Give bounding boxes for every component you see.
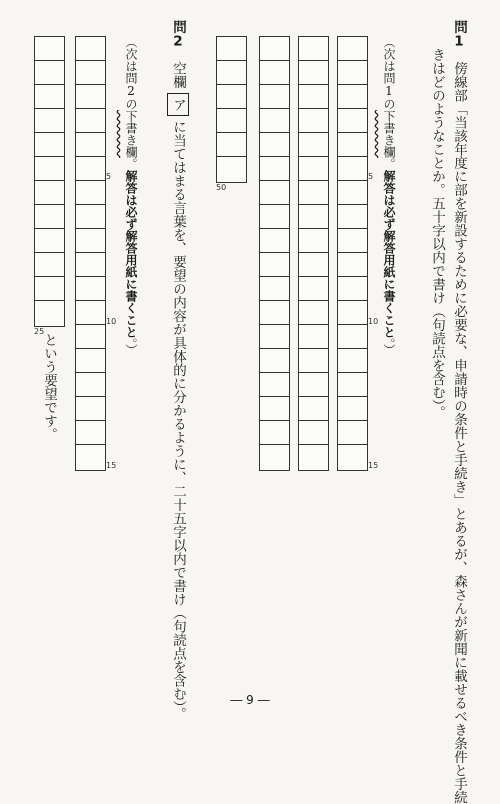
grid-cell[interactable] bbox=[260, 373, 289, 397]
grid-cell[interactable] bbox=[260, 37, 289, 61]
grid-cell[interactable] bbox=[338, 349, 367, 373]
grid-cell[interactable] bbox=[217, 61, 246, 85]
grid-cell[interactable] bbox=[299, 325, 328, 349]
grid-cell[interactable] bbox=[338, 301, 367, 325]
grid-cell[interactable] bbox=[35, 109, 64, 133]
grid-cell[interactable] bbox=[338, 85, 367, 109]
q1-label: 問1 bbox=[451, 20, 467, 50]
q2-note-close: 。） bbox=[124, 338, 138, 356]
grid-cell[interactable] bbox=[338, 157, 367, 181]
q2-note bbox=[122, 36, 140, 356]
q2-note-draft: 下書き欄 bbox=[124, 110, 138, 158]
grid-cell[interactable] bbox=[338, 253, 367, 277]
grid-cell[interactable] bbox=[338, 325, 367, 349]
q1-note-close: 。） bbox=[382, 338, 396, 356]
grid-cell[interactable] bbox=[76, 253, 105, 277]
q2-prompt-b: に当てはまる言葉を、要望の内容が具体的に分かるように、二十五字以内で書け（句読点を含む）。 bbox=[170, 120, 186, 721]
grid-cell[interactable] bbox=[35, 229, 64, 253]
q2-grid-col1[interactable] bbox=[75, 36, 106, 471]
grid-cell[interactable] bbox=[260, 85, 289, 109]
q2-blank-box: ア bbox=[167, 93, 189, 117]
page-number: ― 9 ― bbox=[0, 693, 500, 707]
grid-cell[interactable] bbox=[260, 229, 289, 253]
q1-note-open: （次は問1の bbox=[382, 36, 396, 110]
grid-cell[interactable] bbox=[299, 205, 328, 229]
grid-cell[interactable] bbox=[217, 109, 246, 133]
grid-cell[interactable] bbox=[338, 397, 367, 421]
q2-tick-25: 25 bbox=[34, 327, 44, 336]
grid-cell[interactable] bbox=[76, 229, 105, 253]
grid-cell[interactable] bbox=[76, 325, 105, 349]
grid-cell[interactable] bbox=[35, 181, 64, 205]
grid-cell[interactable] bbox=[35, 37, 64, 61]
q2-tick-15: 15 bbox=[106, 461, 116, 470]
q2-tick-10: 10 bbox=[106, 317, 116, 326]
grid-cell[interactable] bbox=[76, 133, 105, 157]
grid-cell[interactable] bbox=[260, 277, 289, 301]
grid-cell[interactable] bbox=[338, 37, 367, 61]
grid-cell[interactable] bbox=[338, 277, 367, 301]
grid-cell[interactable] bbox=[35, 85, 64, 109]
grid-cell[interactable] bbox=[338, 181, 367, 205]
grid-cell[interactable] bbox=[299, 37, 328, 61]
grid-cell[interactable] bbox=[35, 61, 64, 85]
grid-cell[interactable] bbox=[76, 61, 105, 85]
q1-note bbox=[380, 36, 398, 356]
grid-cell[interactable] bbox=[260, 133, 289, 157]
grid-cell[interactable] bbox=[338, 109, 367, 133]
grid-cell[interactable] bbox=[76, 349, 105, 373]
grid-cell[interactable] bbox=[299, 181, 328, 205]
q1-tick-50: 50 bbox=[216, 183, 226, 192]
grid-cell[interactable] bbox=[76, 109, 105, 133]
grid-cell[interactable] bbox=[35, 301, 64, 325]
q1-note-mid: 。 bbox=[382, 158, 396, 170]
q1-line1 bbox=[450, 20, 468, 804]
grid-cell[interactable] bbox=[260, 205, 289, 229]
grid-cell[interactable] bbox=[299, 277, 328, 301]
grid-cell[interactable] bbox=[76, 301, 105, 325]
q1-prompt-line2: きはどのようなことか。五十字以内で書け（句読点を含む）。 bbox=[429, 48, 445, 419]
grid-cell[interactable] bbox=[76, 421, 105, 445]
grid-cell[interactable] bbox=[217, 85, 246, 109]
q1-tick-10: 10 bbox=[368, 317, 378, 326]
grid-cell[interactable] bbox=[338, 373, 367, 397]
q1-prompt-line1: 傍線部「当該年度に部を新設するために必要な、申請時の条件と手続き」とあるが、森さんが新聞に載せるべき条件と手続 bbox=[451, 62, 467, 804]
grid-cell[interactable] bbox=[299, 445, 328, 469]
grid-cell[interactable] bbox=[299, 373, 328, 397]
q2-trailing-text bbox=[40, 333, 58, 441]
grid-cell[interactable] bbox=[338, 229, 367, 253]
q1-grid-col3[interactable] bbox=[259, 36, 290, 471]
grid-cell[interactable] bbox=[299, 133, 328, 157]
grid-cell[interactable] bbox=[299, 397, 328, 421]
grid-cell[interactable] bbox=[260, 301, 289, 325]
q1-grid-col1[interactable] bbox=[337, 36, 368, 471]
q2-prompt-a: 空欄 bbox=[170, 62, 186, 89]
q1-note-draft: 下書き欄 bbox=[382, 110, 396, 158]
grid-cell[interactable] bbox=[299, 421, 328, 445]
grid-cell[interactable] bbox=[35, 277, 64, 301]
grid-cell[interactable] bbox=[338, 421, 367, 445]
grid-cell[interactable] bbox=[76, 205, 105, 229]
grid-cell[interactable] bbox=[217, 133, 246, 157]
q2-label: 問2 bbox=[170, 20, 186, 50]
grid-cell[interactable] bbox=[76, 445, 105, 469]
grid-cell[interactable] bbox=[260, 181, 289, 205]
q1-line2 bbox=[428, 48, 446, 419]
grid-cell[interactable] bbox=[76, 181, 105, 205]
q2-tick-5: 5 bbox=[106, 172, 111, 181]
grid-cell[interactable] bbox=[35, 133, 64, 157]
q2-line1 bbox=[167, 20, 189, 721]
grid-cell[interactable] bbox=[299, 157, 328, 181]
grid-cell[interactable] bbox=[76, 37, 105, 61]
q1-tick-5: 5 bbox=[368, 172, 373, 181]
grid-cell[interactable] bbox=[299, 61, 328, 85]
grid-cell[interactable] bbox=[260, 253, 289, 277]
grid-cell[interactable] bbox=[76, 277, 105, 301]
grid-cell[interactable] bbox=[76, 373, 105, 397]
q2-trailing: という要望です。 bbox=[41, 333, 57, 441]
q2-note-mid: 。 bbox=[124, 158, 138, 170]
grid-cell[interactable] bbox=[260, 325, 289, 349]
q1-grid-col2[interactable] bbox=[298, 36, 329, 471]
grid-cell[interactable] bbox=[338, 61, 367, 85]
grid-cell[interactable] bbox=[338, 205, 367, 229]
grid-cell[interactable] bbox=[338, 445, 367, 469]
grid-cell[interactable] bbox=[299, 229, 328, 253]
q2-note-open: （次は問2の bbox=[124, 36, 138, 110]
grid-cell[interactable] bbox=[35, 157, 64, 181]
grid-cell[interactable] bbox=[299, 85, 328, 109]
grid-cell[interactable] bbox=[260, 157, 289, 181]
grid-cell[interactable] bbox=[217, 37, 246, 61]
grid-cell[interactable] bbox=[299, 253, 328, 277]
grid-cell[interactable] bbox=[260, 109, 289, 133]
grid-cell[interactable] bbox=[35, 253, 64, 277]
grid-cell[interactable] bbox=[299, 301, 328, 325]
grid-cell[interactable] bbox=[217, 157, 246, 181]
grid-cell[interactable] bbox=[260, 397, 289, 421]
q1-tick-15: 15 bbox=[368, 461, 378, 470]
grid-cell[interactable] bbox=[338, 133, 367, 157]
q2-grid-col2[interactable] bbox=[34, 36, 65, 327]
grid-cell[interactable] bbox=[76, 397, 105, 421]
grid-cell[interactable] bbox=[260, 61, 289, 85]
q1-note-warning: 解答は必ず解答用紙に書くこと bbox=[382, 170, 396, 338]
grid-cell[interactable] bbox=[260, 445, 289, 469]
q1-grid-col4[interactable] bbox=[216, 36, 247, 183]
grid-cell[interactable] bbox=[76, 157, 105, 181]
grid-cell[interactable] bbox=[35, 205, 64, 229]
grid-cell[interactable] bbox=[260, 421, 289, 445]
grid-cell[interactable] bbox=[76, 85, 105, 109]
q2-note-warning: 解答は必ず解答用紙に書くこと bbox=[124, 170, 138, 338]
grid-cell[interactable] bbox=[260, 349, 289, 373]
grid-cell[interactable] bbox=[299, 109, 328, 133]
grid-cell[interactable] bbox=[299, 349, 328, 373]
